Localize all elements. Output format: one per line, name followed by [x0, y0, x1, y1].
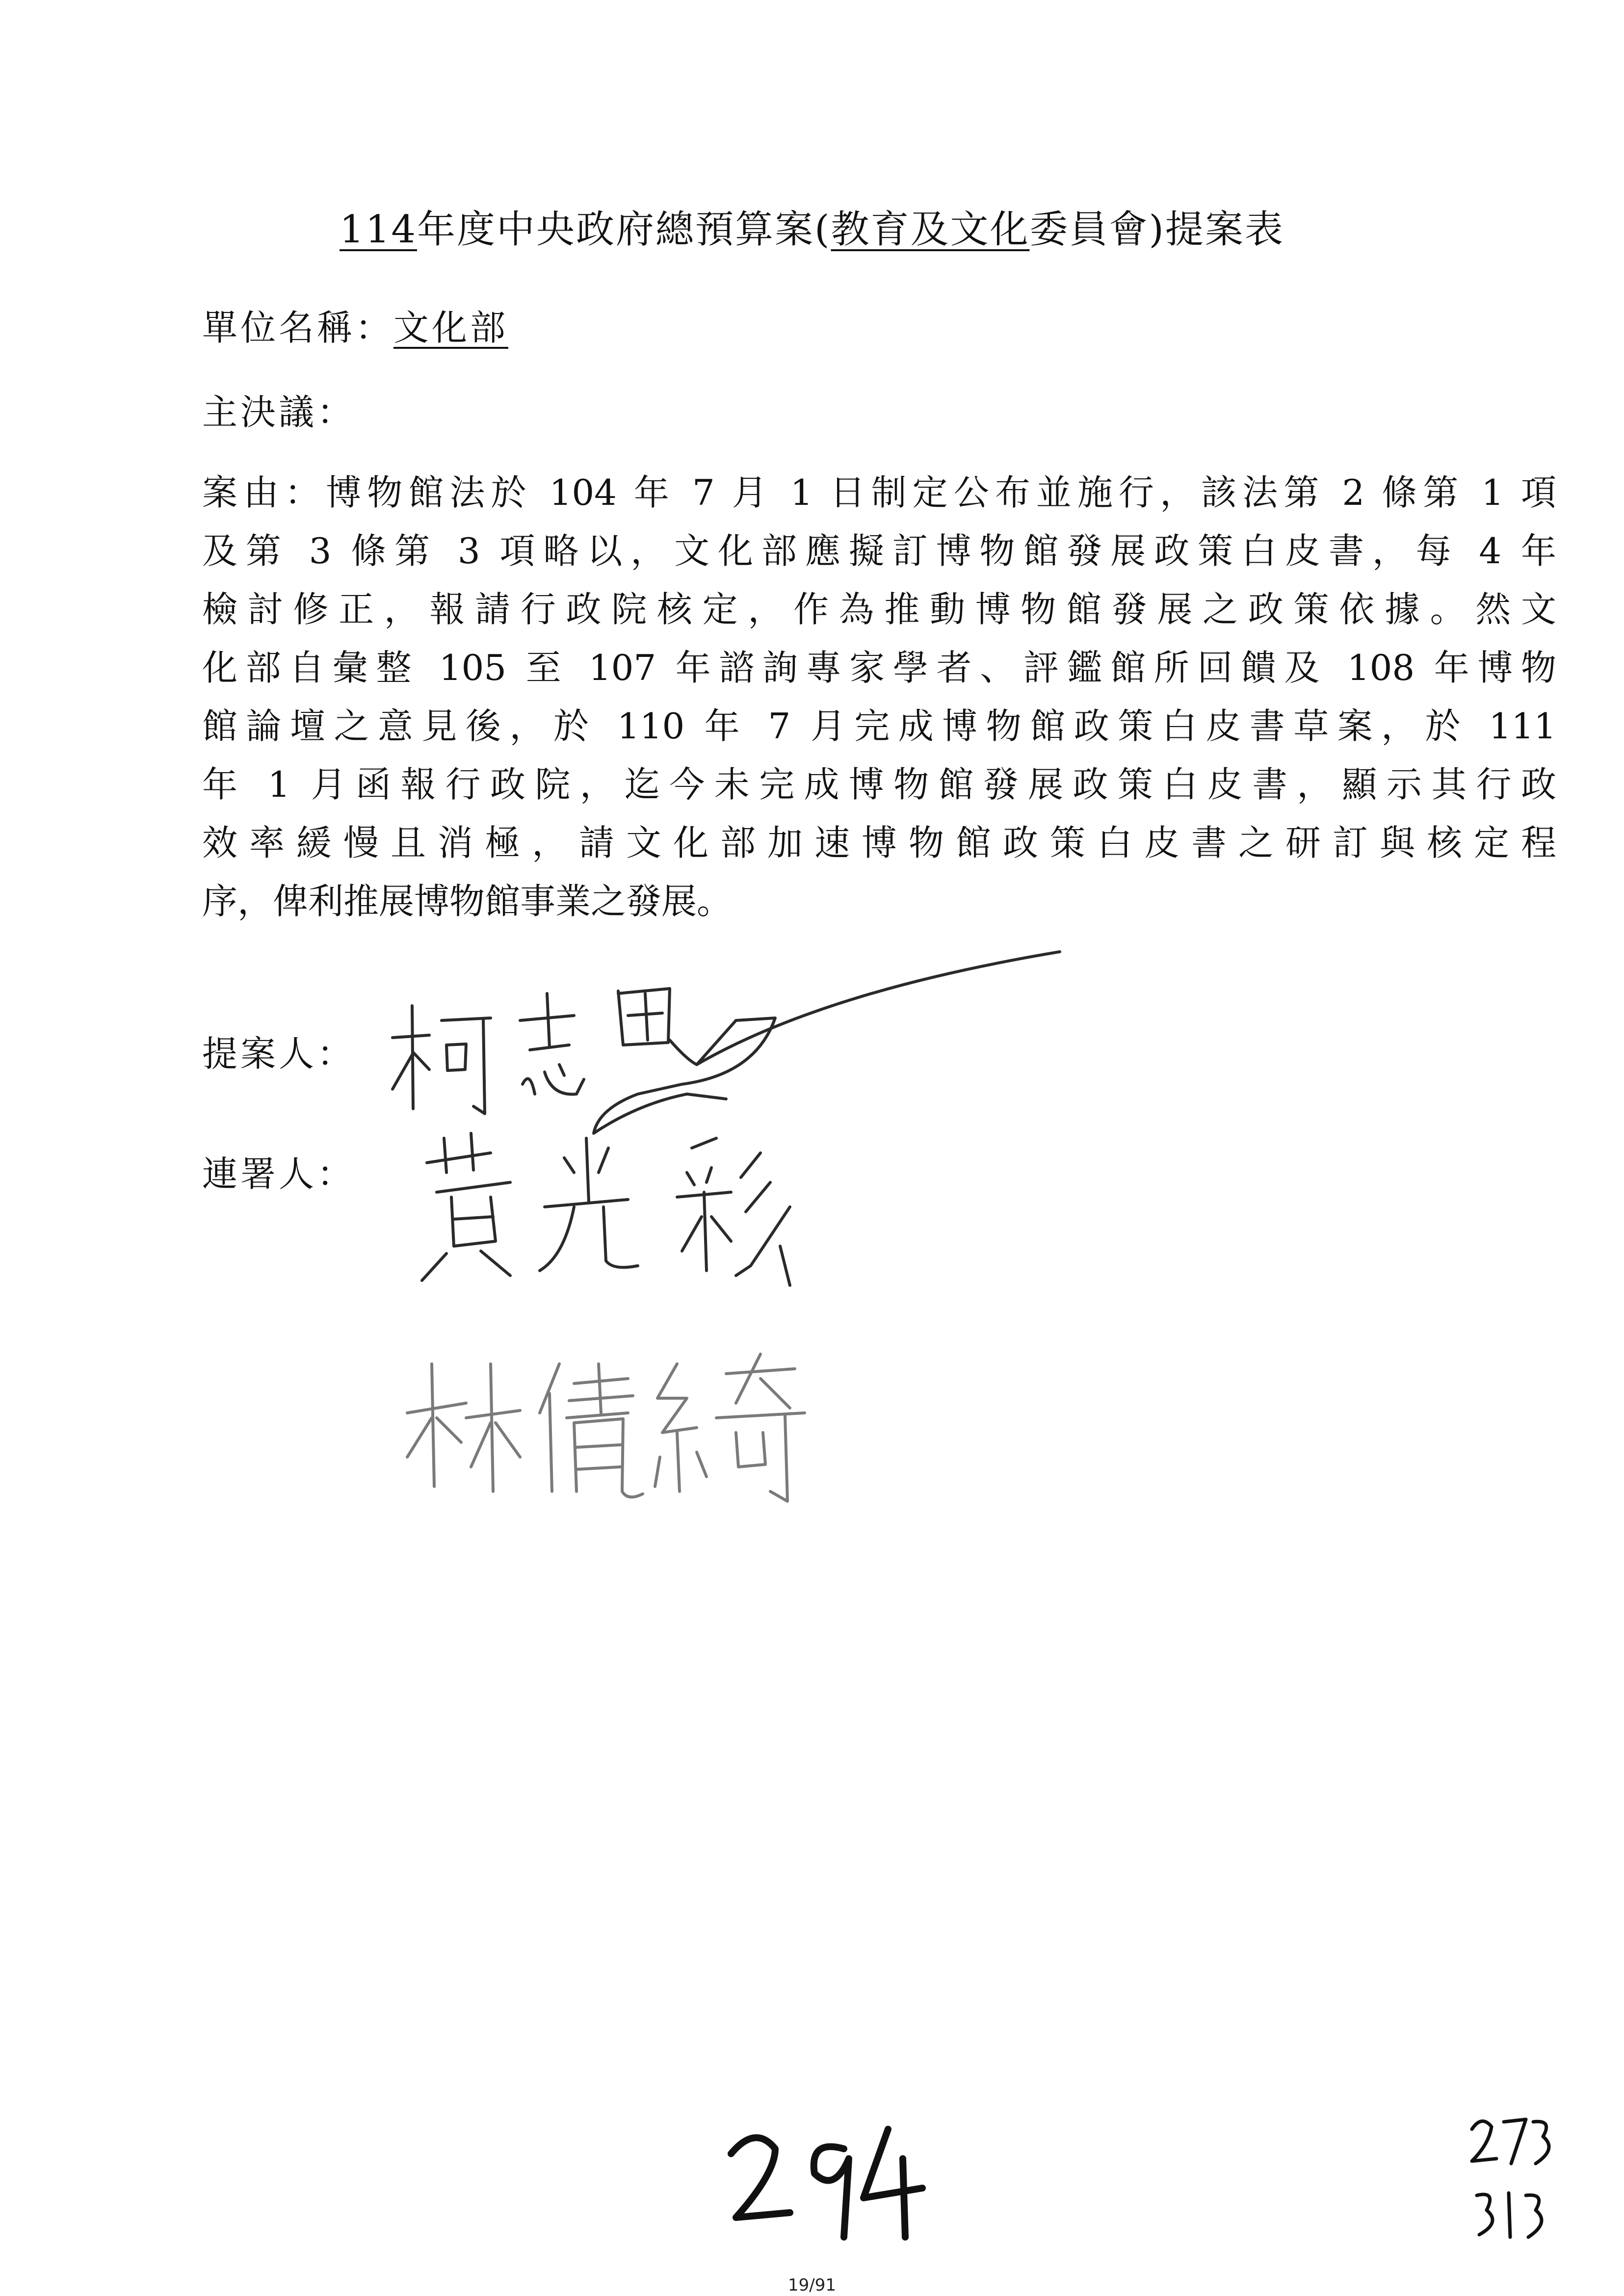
document-title — [0, 199, 1624, 254]
cosigner-field — [202, 1146, 355, 1197]
title-year: 114 — [340, 208, 417, 252]
handwritten-number-313 — [1472, 2183, 1560, 2242]
reason-line: 案由：博物館法於 104 年 7 月 1 日制定公布並施行，該法第 2 條第 1 項 — [202, 472, 1556, 513]
cosigner-signature-2 — [393, 1344, 824, 1521]
reason-line: 效率緩慢且消極，請文化部加速博物館政策白皮書之研訂與核定程 — [202, 822, 1556, 863]
title-committee: 教育及文化 — [831, 208, 1030, 252]
reason-line: 檢討修正，報請行政院核定，作為推動博物館發展之政策依據。然文 — [202, 589, 1556, 630]
proposer-field — [202, 1025, 355, 1076]
unit-value: 文化部 — [393, 307, 509, 348]
cosigner-signature-1 — [417, 1119, 819, 1305]
handwritten-number-273 — [1467, 2110, 1555, 2168]
title-suffix: 委員會)提案表 — [1029, 208, 1284, 252]
reason-line: 館論壇之意見後，於 110 年 7 月完成博物館政策白皮書草案，於 111 — [202, 705, 1556, 747]
reason-line: 化部自彙整 105 至 107 年諮詢專家學者、評鑑館所回饋及 108 年博物 — [202, 647, 1556, 688]
reason-line: 及第 3 條第 3 項略以，文化部應擬訂博物館發展政策白皮書，每 4 年 — [202, 530, 1556, 572]
reason-paragraph — [202, 464, 1556, 931]
reason-line: 年 1 月函報行政院，迄今未完成博物館發展政策白皮書，顯示其行政 — [202, 764, 1556, 805]
proposer-label: 提案人： — [202, 1033, 356, 1074]
unit-field — [202, 299, 508, 350]
title-middle: 年度中央政府總預算案( — [417, 208, 831, 252]
handwritten-number-294 — [721, 2114, 927, 2242]
resolution-field — [202, 384, 355, 435]
unit-label: 單位名稱： — [202, 307, 394, 348]
page-footer: 19/91 — [788, 2275, 836, 2295]
resolution-label: 主決議： — [202, 391, 356, 433]
cosigner-label: 連署人： — [202, 1153, 356, 1195]
reason-line: 序，俾利推展博物館事業之發展。 — [202, 881, 733, 922]
